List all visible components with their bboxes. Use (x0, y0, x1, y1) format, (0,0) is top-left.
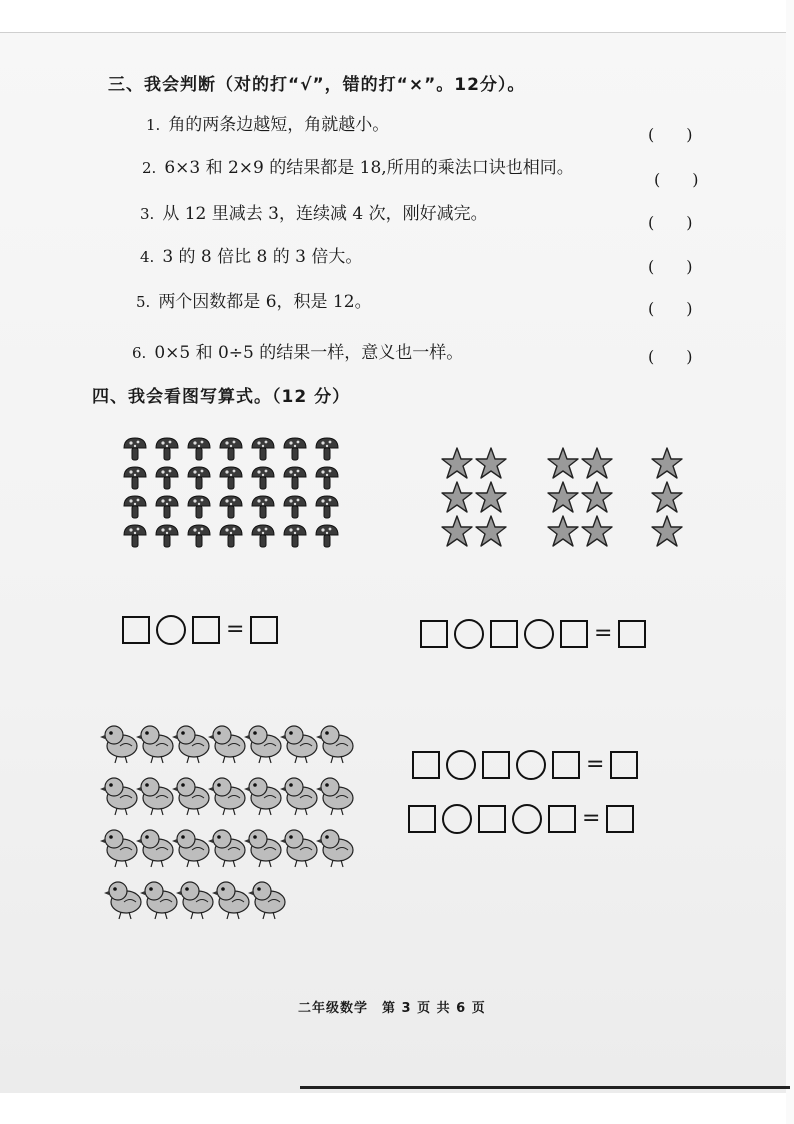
chick-icon (316, 722, 356, 764)
answer-box[interactable] (490, 620, 518, 648)
answer-box[interactable] (122, 616, 150, 644)
star-icon (440, 480, 474, 514)
chick-icon (280, 826, 320, 868)
question-number: 1. (146, 116, 161, 134)
chick-icon (176, 878, 216, 920)
mushroom-icon (314, 523, 340, 549)
section-4-title: 四、我会看图写算式。（12 分） (92, 387, 351, 407)
mushroom-icon (282, 465, 308, 491)
chick-icon (172, 722, 212, 764)
equation-chicks-2 (408, 804, 634, 834)
mushroom-icon (218, 494, 244, 520)
chick-icon (244, 774, 284, 816)
mushroom-icon (186, 523, 212, 549)
operator-circle[interactable] (516, 750, 546, 780)
question-text: 6×3 和 2×9 的结果都是 18,所用的乘法口诀也相同。 (164, 158, 574, 178)
star-icon (580, 514, 614, 548)
mushroom-icon (122, 436, 148, 462)
chick-picture (100, 722, 380, 934)
star-picture (440, 446, 700, 550)
operator-circle[interactable] (524, 619, 554, 649)
chick-icon (172, 774, 212, 816)
answer-box[interactable] (560, 620, 588, 648)
mushroom-icon (282, 494, 308, 520)
star-icon (546, 480, 580, 514)
mushroom-icon (218, 436, 244, 462)
star-icon (474, 480, 508, 514)
mushroom-icon (154, 436, 180, 462)
question-number: 2. (142, 159, 157, 177)
mushroom-icon (314, 494, 340, 520)
chick-icon (208, 826, 248, 868)
page-edge (786, 0, 794, 1124)
star-icon (440, 514, 474, 548)
mushroom-icon (218, 523, 244, 549)
answer-paren-3[interactable]: ( ) (648, 213, 693, 232)
operator-circle[interactable] (446, 750, 476, 780)
equals-sign: = (582, 806, 601, 831)
answer-box[interactable] (552, 751, 580, 779)
question-number: 3. (140, 205, 155, 223)
equals-sign: = (226, 617, 245, 642)
answer-box[interactable] (420, 620, 448, 648)
mushroom-icon (282, 436, 308, 462)
mushroom-picture (122, 436, 372, 556)
chick-icon (136, 722, 176, 764)
star-icon (546, 514, 580, 548)
answer-paren-2[interactable]: ( ) (654, 170, 699, 189)
mushroom-icon (250, 494, 276, 520)
chick-icon (248, 878, 288, 920)
chick-icon (244, 826, 284, 868)
question-number: 5. (136, 293, 151, 311)
bottom-rule (300, 1086, 790, 1089)
mushroom-icon (122, 465, 148, 491)
question-6 (132, 338, 463, 363)
star-icon (474, 446, 508, 480)
mushroom-icon (218, 465, 244, 491)
mushroom-icon (186, 494, 212, 520)
question-3 (140, 199, 488, 224)
answer-paren-4[interactable]: ( ) (648, 257, 693, 276)
result-box[interactable] (618, 620, 646, 648)
chick-icon (100, 826, 140, 868)
answer-box[interactable] (408, 805, 436, 833)
equation-mushrooms (122, 615, 278, 645)
chick-icon (100, 722, 140, 764)
mushroom-icon (250, 436, 276, 462)
mushroom-icon (122, 494, 148, 520)
answer-paren-6[interactable]: ( ) (648, 347, 693, 366)
question-text: 从 12 里减去 3，连续减 4 次，刚好减完。 (162, 204, 488, 224)
answer-box[interactable] (192, 616, 220, 644)
star-icon (546, 446, 580, 480)
answer-box[interactable] (548, 805, 576, 833)
question-number: 6. (132, 344, 147, 362)
answer-box[interactable] (412, 751, 440, 779)
operator-circle[interactable] (156, 615, 186, 645)
chick-icon (212, 878, 252, 920)
operator-circle[interactable] (454, 619, 484, 649)
mushroom-icon (154, 494, 180, 520)
question-4 (140, 242, 362, 267)
mushroom-icon (186, 436, 212, 462)
answer-paren-5[interactable]: ( ) (648, 299, 693, 318)
mushroom-icon (250, 523, 276, 549)
chick-icon (100, 774, 140, 816)
chick-icon (316, 774, 356, 816)
mushroom-icon (186, 465, 212, 491)
star-icon (580, 446, 614, 480)
chick-icon (208, 722, 248, 764)
question-text: 0×5 和 0÷5 的结果一样，意义也一样。 (154, 343, 464, 363)
chick-icon (280, 774, 320, 816)
chick-icon (172, 826, 212, 868)
chick-icon (136, 774, 176, 816)
mushroom-icon (154, 465, 180, 491)
star-icon (440, 446, 474, 480)
equation-stars (420, 619, 646, 649)
chick-icon (280, 722, 320, 764)
chick-icon (104, 878, 144, 920)
equals-sign: = (586, 752, 605, 777)
mushroom-icon (250, 465, 276, 491)
equals-sign: = (594, 621, 613, 646)
question-2 (142, 153, 574, 178)
chick-icon (244, 722, 284, 764)
star-icon (580, 480, 614, 514)
question-5 (136, 287, 372, 312)
mushroom-icon (282, 523, 308, 549)
section-3-title: 三、我会判断（对的打“√”，错的打“×”。12分）。 (108, 75, 526, 95)
page-footer: 二年级数学 第 3 页 共 6 页 (298, 1001, 486, 1016)
result-box[interactable] (606, 805, 634, 833)
result-box[interactable] (610, 751, 638, 779)
operator-circle[interactable] (512, 804, 542, 834)
mushroom-icon (314, 465, 340, 491)
answer-paren-1[interactable]: ( ) (648, 125, 693, 144)
chick-icon (316, 826, 356, 868)
star-icon (650, 480, 684, 514)
operator-circle[interactable] (442, 804, 472, 834)
star-icon (650, 446, 684, 480)
chick-icon (140, 878, 180, 920)
mushroom-icon (154, 523, 180, 549)
question-text: 3 的 8 倍比 8 的 3 倍大。 (162, 247, 363, 267)
chick-icon (136, 826, 176, 868)
question-text: 两个因数都是 6，积是 12。 (158, 292, 372, 312)
star-icon (650, 514, 684, 548)
result-box[interactable] (250, 616, 278, 644)
answer-box[interactable] (478, 805, 506, 833)
question-number: 4. (140, 248, 155, 266)
question-text: 角的两条边越短，角就越小。 (168, 115, 390, 135)
equation-chicks-1 (412, 750, 638, 780)
question-1 (146, 110, 389, 135)
mushroom-icon (122, 523, 148, 549)
answer-box[interactable] (482, 751, 510, 779)
mushroom-icon (314, 436, 340, 462)
star-icon (474, 514, 508, 548)
chick-icon (208, 774, 248, 816)
